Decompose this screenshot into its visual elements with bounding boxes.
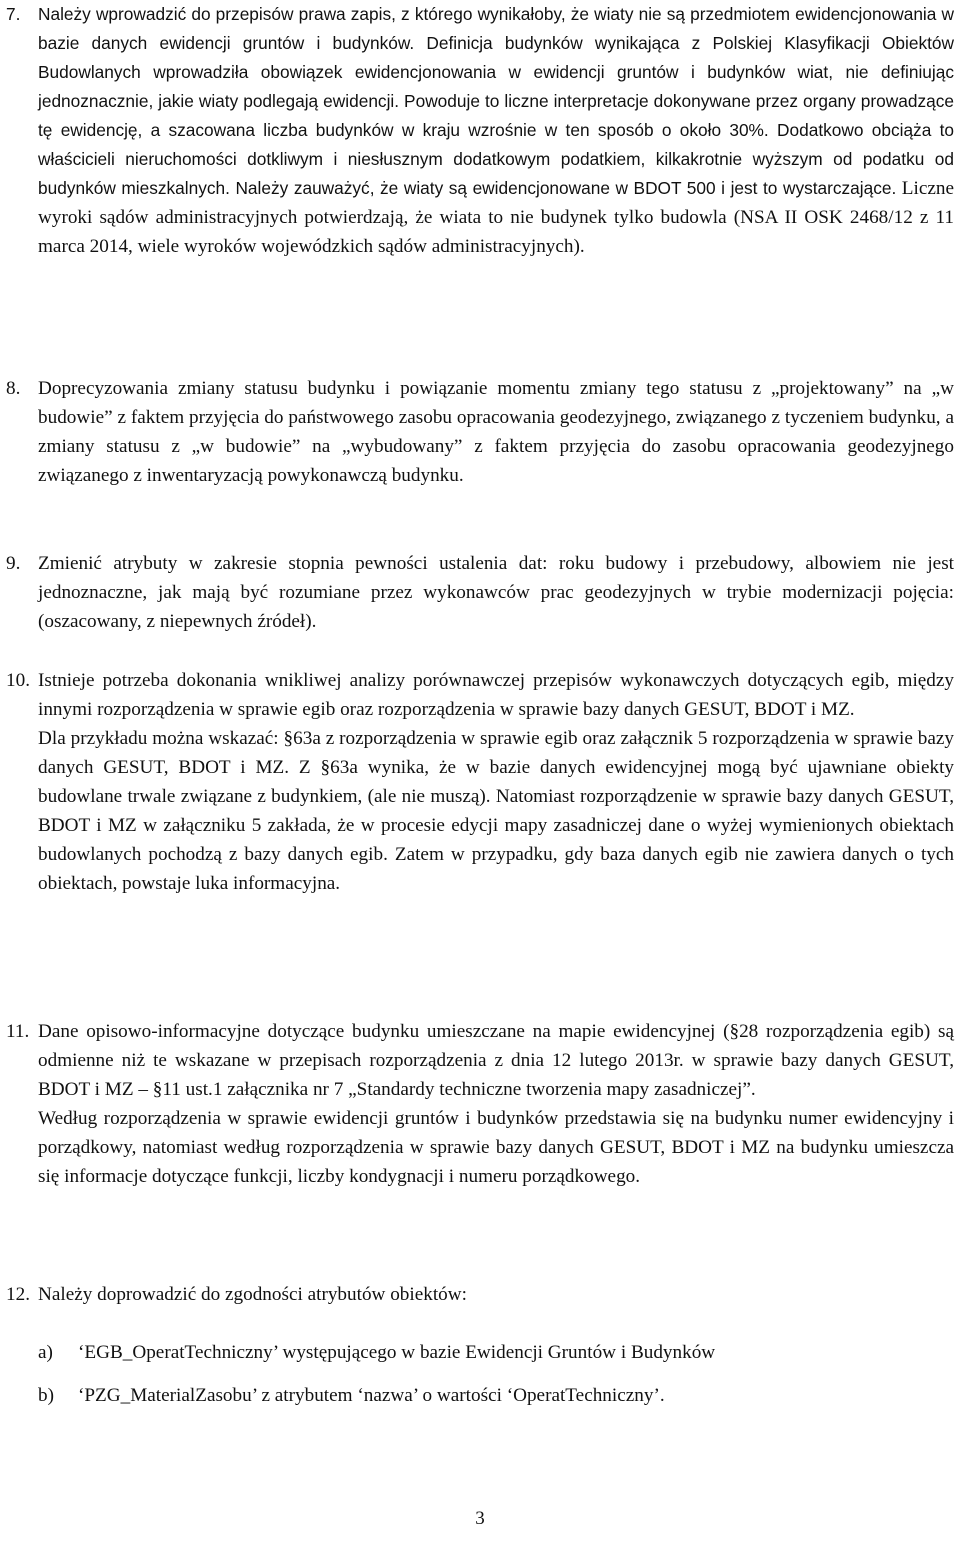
sub-item-b bbox=[38, 1381, 665, 1410]
item-number: 7. bbox=[6, 4, 21, 24]
sub-item-text: ‘EGB_OperatTechniczny’ występującego w bazie Ewidencji Gruntów i Budynków bbox=[78, 1342, 716, 1363]
item-body bbox=[38, 374, 954, 490]
item-text: Należy doprowadzić do zgodności atrybutów obiektów: bbox=[38, 1284, 467, 1305]
sub-item-a bbox=[38, 1338, 715, 1367]
sub-item-text: ‘PZG_MaterialZasobu’ z atrybutem ‘nazwa’ o wartości ‘OperatTechniczny’. bbox=[78, 1385, 665, 1406]
item-body bbox=[38, 666, 954, 898]
item-body bbox=[38, 0, 954, 261]
item-number: 11. bbox=[6, 1021, 30, 1042]
item-text: Doprecyzowania zmiany statusu budynku i powiązanie momentu zmiany tego statusu z „projektowany” na „w budowie” z faktem przyjęcia do państwowego zasobu opracowania geodezyjnego, związanego z tyczeniem budynku, a zmiany statusu z „w budowie” na „wybudowany” z faktem przyjęcia do zasobu opracowania geodezyjnego związanego z inwentaryzacją powykonawczą budynku. bbox=[38, 378, 954, 486]
item-paragraph: Dane opisowo-informacyjne dotyczące budynku umieszczane na mapie ewidencyjnej (§28 rozporządzenia egib) są odmienne niż te wskazane w przepisach rozporządzenia z dnia 12 lutego 2013r. w sprawie bazy danych GESUT, BDOT i MZ – §11 ust.1 załącznika nr 7 „Standardy techniczne tworzenia mapy zasadniczej”. bbox=[38, 1021, 954, 1100]
item-paragraph: Istnieje potrzeba dokonania wnikliwej analizy porównawczej przepisów wykonawczych dotyczących egib, między innymi rozporządzenia w sprawie egib oraz rozporządzenia w sprawie bazy danych GESUT, BDOT i MZ. bbox=[38, 670, 954, 720]
item-number: 10. bbox=[6, 670, 30, 691]
sub-item-label: b) bbox=[38, 1385, 54, 1406]
item-text: Zmienić atrybuty w zakresie stopnia pewności ustalenia dat: roku budowy i przebudowy, albowiem nie jest jednoznaczne, jak mają być rozumiane przez wykonawców prac geodezyjnych w trybie modernizacji pojęcia: (oszacowany, z niepewnych źródeł). bbox=[38, 553, 954, 632]
item-paragraph: Dla przykładu można wskazać: §63a z rozporządzenia w sprawie egib oraz załącznik 5 rozporządzenia w sprawie bazy danych GESUT, BDOT i MZ. Z §63a wynika, że w bazie danych ewidencyjnej mogą być ujawniane obiekty budowlane trwale związane z budynkiem, (ale nie muszą). Natomiast rozporządzenie w sprawie bazy danych GESUT, BDOT i MZ w załączniku 5 zakłada, że w procesie edycji mapy zasadniczej dane o wyżej wymienionych obiektach budowlanych pochodzą z bazy danych egib. Zatem w przypadku, gdy baza danych egib nie zawiera danych o tych obiektach, powstaje luka informacyjna. bbox=[38, 728, 954, 894]
item-text: Należy wprowadzić do przepisów prawa zapis, z którego wynikałoby, że wiaty nie są przedmiotem ewidencjonowania w bazie danych ewidencji gruntów i budynków. Definicja budynków wynikająca z Polskiej Klasyfikacji Obiektów Budowlanych wprowadziła obowiązek ewidencjonowania w ewidencji gruntów i budynków wiat, nie definiując jednoznacznie, jakie wiaty podlegają ewidencji. Powoduje to liczne interpretacje dokonywane przez organy prowadzące tę ewidencję, a szacowana liczba budynków w kraju wzrośnie w ten sposób o około 30%. Dodatkowo obciąża to właścicieli nieruchomości dotkliwym i niesłusznym dodatkowym podatkiem, kilkakrotnie wyższym od podatku od budynków mieszkalnych. Należy zauważyć, że wiaty są ewidencjonowane w BDOT 500 i jest to wystarczające. bbox=[38, 4, 954, 198]
item-body bbox=[38, 549, 954, 636]
item-number: 8. bbox=[6, 378, 21, 399]
item-text: Liczne wyroki sądów administracyjnych potwierdzają, że wiata to nie budynek tylko budowla (NSA II OSK 2468/12 z 11 marca 2014, wiele wyroków wojewódzkich sądów administracyjnych). bbox=[38, 178, 954, 257]
item-body bbox=[38, 1280, 954, 1309]
item-body bbox=[38, 1017, 954, 1191]
item-number: 12. bbox=[6, 1284, 30, 1305]
item-number: 9. bbox=[6, 553, 21, 574]
item-paragraph: Według rozporządzenia w sprawie ewidencji gruntów i budynków przedstawia się na budynku numer ewidencyjny i porządkowy, natomiast według rozporządzenia w sprawie bazy danych GESUT, BDOT i MZ na budynku umieszcza się informacje dotyczące funkcji, liczby kondygnacji i numeru porządkowego. bbox=[38, 1108, 954, 1187]
sub-item-label: a) bbox=[38, 1342, 53, 1363]
page-number: 3 bbox=[475, 1508, 485, 1529]
